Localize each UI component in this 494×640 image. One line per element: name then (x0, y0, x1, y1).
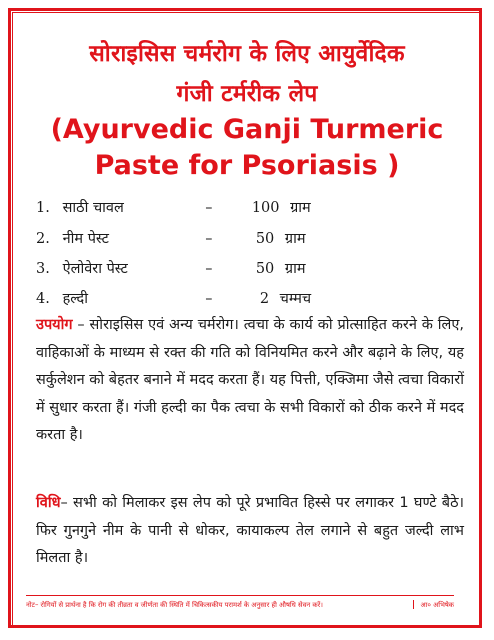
title-english-line2: Paste for Psoriasis ) (94, 150, 400, 181)
usage-label: उपयोग (36, 317, 73, 333)
ingredient-row (36, 258, 306, 278)
ingredient-name: नीम पेस्ट (62, 231, 109, 247)
ingredient-row (36, 228, 306, 248)
ingredient-number: 2. (36, 231, 50, 247)
ingredient-qty: 2 (259, 291, 270, 307)
ingredient-dash: – (205, 200, 213, 216)
method-paragraph (36, 490, 464, 573)
ingredient-number: 4. (36, 291, 50, 307)
usage-paragraph (36, 312, 464, 450)
title-hindi-line2: गंजी टर्मरीक लेप (176, 81, 318, 107)
ingredient-unit: ग्राम (284, 231, 306, 247)
ingredient-qty: 50 (255, 231, 275, 247)
ingredient-name: साठी चावल (62, 200, 124, 216)
ingredient-qty: 50 (255, 261, 275, 277)
ingredient-dash: – (205, 291, 213, 307)
ingredient-dash: – (205, 261, 213, 277)
ingredient-name: हल्दी (62, 291, 89, 307)
footer-note-bar (26, 595, 454, 612)
ingredient-unit: चम्मच (279, 291, 312, 307)
ingredient-unit: ग्राम (284, 261, 306, 277)
method-label: विधि (36, 495, 61, 511)
ingredient-row (36, 197, 311, 217)
title-hindi-line1: सोराइसिस चर्मरोग के लिए आयुर्वेदिक (89, 41, 405, 67)
usage-text: – सोराइसिस एवं अन्य चर्मरोग। त्वचा के कार्य को प्रोत्साहित करने के लिए, वाहिकाओं के माध्यम से रक्त की गति को विनियमित करने और बढ़ाने के लिए, यह सर्कुलेशन को बेहतर बनाने में मदद करता हैं। यह पित्ती, एक्जिमा जैसे त्वचा विकारों में सुधार करता हैं। गंजी हल्दी का पैक त्वचा के सभी विकारों को ठीक करने में मदद करता है। (36, 317, 464, 443)
title-english-line1: (Ayurvedic Ganji Turmeric (50, 114, 444, 145)
ingredient-name: ऐलोवेरा पेस्ट (62, 261, 128, 277)
ingredient-number: 1. (36, 200, 50, 216)
ingredient-number: 3. (36, 261, 50, 277)
footer-note: नोट– रोगियों से प्रार्थना है कि रोग की तीव्रता व जीर्णता की स्थिति में चिकित्सकीय परामर्श के अनुसार ही औषधि सेवन करें। (26, 600, 323, 609)
footer-doctor: आ० अभिषेक (413, 600, 454, 609)
method-text: – सभी को मिलाकर इस लेप को पूरे प्रभावित हिस्से पर लगाकर 1 घण्टे बैठे। फिर गुनगुने नीम के पानी से धोकर, कायाकल्प तेल लगाने से बहुत जल्दी लाभ मिलता है। (36, 495, 464, 566)
ingredient-unit: ग्राम (290, 200, 311, 216)
ingredient-dash: – (205, 231, 213, 247)
ingredient-qty: 100 (251, 200, 280, 216)
ingredient-row (36, 288, 311, 308)
